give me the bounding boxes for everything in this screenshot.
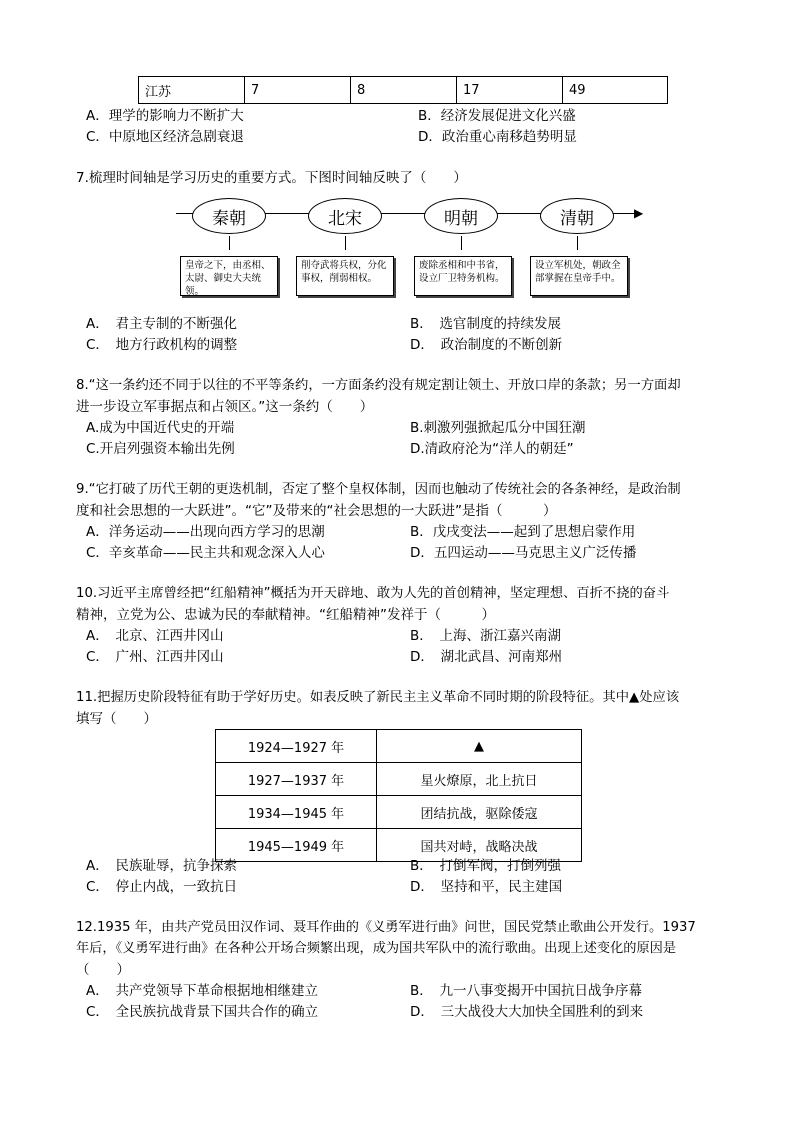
q9-option-c: C．辛亥革命——民主共和观念深入人心 [86,545,325,561]
q8-option-c: C.开启列强资本输出先例 [86,441,235,457]
table-row [216,763,582,796]
feature-cell: 团结抗战，驱除倭寇 [377,796,582,829]
q12-option-d: D． 三大战役大大加快全国胜利的到来 [410,1004,644,1020]
q11-period-table [215,729,582,862]
q9-option-a: A．洋务运动——出现向西方学习的思潮 [86,524,325,540]
q10-stem-line2: 精神，立党为公、忠诚为民的奉献精神。“红船精神”发祥于（ ） [76,607,495,623]
q8-option-d: D.清政府沦为“洋人的朝廷” [410,441,574,457]
q11-option-d: D． 坚持和平，民主建国 [410,879,563,895]
q12-option-c: C． 全民族抗战背景下国共合作的确立 [86,1004,319,1020]
q11-stem-line1: 11.把握历史阶段特征有助于学好历史。如表反映了新民主主义革命不同时期的阶段特征。其中▲处应该 [76,690,680,705]
q12-stem-line2: 年后，《义勇军进行曲》在各种公开场合频繁出现，成为国共军队中的流行歌曲。出现上述变化的原因是 [76,941,677,956]
q11-stem-line2: 填写（ ） [76,711,157,727]
q8-option-a: A.成为中国近代史的开端 [86,420,235,436]
q7-option-c: C． 地方行政机构的调整 [86,337,238,353]
table-cell: 8 [351,77,457,104]
connector-line [577,236,578,250]
connector-line [345,236,346,250]
feature-cell: ▲ [377,730,582,763]
period-cell: 1934—1945 年 [216,796,377,829]
q10-option-d: D． 湖北武昌、河南郑州 [410,649,563,665]
q6-option-a: A．理学的影响力不断扩大 [86,108,244,124]
q6-option-c: C．中原地区经济急剧衰退 [86,129,244,145]
table-cell: 17 [457,77,563,104]
data-table-top [138,76,668,104]
timeline-note-qing: 设立军机处，朝政全部掌握在皇帝手中。 [530,256,628,296]
q10-option-a: A． 北京、江西井冈山 [86,628,224,644]
q8-option-b: B.刺激列强掀起瓜分中国狂潮 [410,420,586,436]
q8-stem-line1: 8.“这一条约还不同于以往的不平等条约，一方面条约没有规定割让领土、开放口岸的条款；另一方面却 [76,378,681,393]
table-cell: 7 [245,77,351,104]
connector-line [461,236,462,250]
q10-option-c: C． 广州、江西井冈山 [86,649,224,665]
q10-stem-line1: 10.习近平主席曾经把“红船精神”概括为开天辟地、敢为人先的首创精神，坚定理想、百折不挠的奋斗 [76,586,670,601]
timeline-note-qin: 皇帝之下，由丞相、太尉、御史大夫统领。 [180,256,278,296]
q7-option-d: D． 政治制度的不断创新 [410,337,563,353]
q9-option-d: D．五四运动——马克思主义广泛传播 [410,545,637,561]
q11-option-c: C． 停止内战，一致抗日 [86,879,238,895]
q9-stem-line2: 度和社会思想的一大跃进”。“它”及带来的“社会思想的一大跃进”是指（ ） [76,503,557,519]
q12-option-b: B． 九一八事变揭开中国抗日战争序幕 [410,983,643,999]
table-row [216,730,582,763]
period-cell: 1924—1927 年 [216,730,377,763]
timeline-node-ming: 明朝 [424,198,498,234]
timeline-note-beisong: 削夺武将兵权，分化事权，削弱相权。 [296,256,394,296]
feature-cell: 国共对峙，战略决战 [377,829,582,862]
timeline-node-beisong: 北宋 [308,198,382,234]
timeline-note-ming: 废除丞相和中书省，设立厂卫特务机构。 [414,256,512,296]
q11-option-b: B． 打倒军阀，打倒列强 [410,858,562,874]
q9-stem-line1: 9.“它打破了历代王朝的更迭机制，否定了整个皇权体制，因而也触动了传统社会的各条神经，是政治制 [76,482,681,497]
table-row [216,796,582,829]
timeline-node-qing: 清朝 [540,198,614,234]
q7-stem: 7.梳理时间轴是学习历史的重要方式。下图时间轴反映了（ ） [76,170,467,186]
q11-option-a: A． 民族耻辱，抗争探索 [86,858,237,874]
q12-stem-line1: 12.1935 年，由共产党员田汉作词、聂耳作曲的《义勇军进行曲》问世，国民党禁止歌曲公开发行。1937 [76,920,696,935]
q12-stem-line3: （ ） [76,962,130,978]
q8-stem-line2: 进一步设立军事据点和占领区。”这一条约（ ） [76,399,374,415]
q7-option-b: B． 选官制度的持续发展 [410,316,562,332]
q9-option-b: B．戊戌变法——起到了思想启蒙作用 [410,524,636,540]
table-row [139,77,668,104]
period-cell: 1945—1949 年 [216,829,377,862]
table-cell: 49 [563,77,668,104]
q10-option-b: B． 上海、浙江嘉兴南湖 [410,628,562,644]
timeline-node-qin: 秦朝 [192,198,266,234]
q6-option-d: D．政治重心南移趋势明显 [418,129,577,145]
feature-cell: 星火燎原，北上抗日 [377,763,582,796]
arrow-right-icon: ▶ [634,206,644,220]
q12-option-a: A． 共产党领导下革命根据地相继建立 [86,983,318,999]
table-cell: 江苏 [139,77,245,104]
q6-option-b: B．经济发展促进文化兴盛 [418,108,576,124]
period-cell: 1927—1937 年 [216,763,377,796]
q7-option-a: A． 君主专制的不断强化 [86,316,237,332]
connector-line [229,236,230,250]
